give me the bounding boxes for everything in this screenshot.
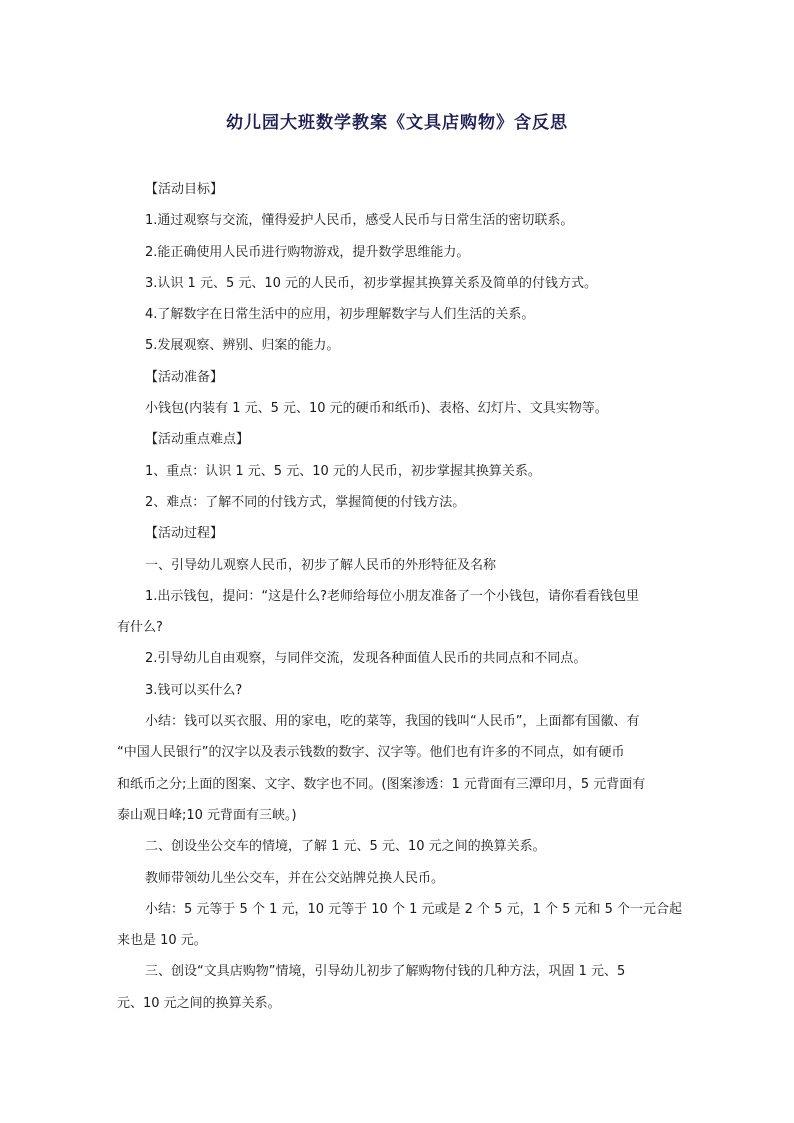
section-heading-key-points: 【活动重点难点】 [145, 432, 250, 448]
paragraph: 1、重点：认识 1 元、5 元、10 元的人民币，初步掌握其换算关系。 [145, 463, 541, 479]
paragraph: 教师带领幼儿坐公交车，并在公交站牌兑换人民币。 [145, 870, 445, 886]
paragraph-continuation: 来也是 10 元。 [117, 933, 207, 949]
paragraph: 1.出示钱包，提问：“这是什么?老师给每位小朋友准备了一个小钱包，请你看看钱包里 [145, 588, 640, 604]
section-heading-process: 【活动过程】 [145, 526, 224, 542]
paragraph: 3.钱可以买什么? [145, 682, 243, 698]
paragraph: 2、难点：了解不同的付钱方式，掌握简便的付钱方法。 [145, 494, 466, 510]
paragraph-continuation: “中国人民银行”的汉字以及表示钱数的数字、汉字等。他们也有许多的不同点，如有硬币 [117, 745, 625, 761]
section-heading-objectives: 【活动目标】 [145, 182, 224, 197]
paragraph-continuation: 有什么? [117, 620, 163, 636]
paragraph-continuation: 和纸币之分;上面的图案、文字、数字也不同。(图案渗透：1 元背面有三潭印月，5 元背面有 [117, 776, 646, 792]
paragraph: 4.了解数字在日常生活中的应用，初步理解数字与人们生活的关系。 [145, 307, 535, 323]
paragraph: 二、创设坐公交车的情境，了解 1 元、5 元、10 元之间的换算关系。 [145, 839, 546, 855]
paragraph: 小钱包(内装有 1 元、5 元、10 元的硬币和纸币)、表格、幻灯片、文具实物等。 [145, 401, 608, 417]
document-body [117, 174, 683, 1019]
paragraph-continuation: 元、10 元之间的换算关系。 [117, 995, 281, 1011]
document-title: 幼儿园大班数学教案《文具店购物》含反思 [226, 113, 568, 133]
paragraph: 三、创设“文具店购物”情境，引导幼儿初步了解购物付钱的几种方法，巩固 1 元、5 [145, 964, 626, 980]
paragraph-continuation: 泰山观日峰;10 元背面有三峡。) [117, 807, 297, 823]
paragraph: 2.引导幼儿自由观察，与同伴交流，发现各种面值人民币的共同点和不同点。 [145, 651, 587, 667]
paragraph: 3.认识 1 元、5 元、10 元的人民币，初步掌握其换算关系及简单的付钱方式。 [145, 275, 598, 291]
paragraph: 5.发展观察、辨别、归案的能力。 [145, 338, 340, 354]
paragraph: 2.能正确使用人民币进行购物游戏，提升数学思维能力。 [145, 244, 470, 260]
paragraph: 小结：5 元等于 5 个 1 元，10 元等于 10 个 1 元或是 2 个 5 元，1 个 5 元和 5 个一元合起 [145, 901, 683, 917]
paragraph: 1.通过观察与交流，懂得爱护人民币，感受人民币与日常生活的密切联系。 [145, 213, 574, 229]
section-heading-preparation: 【活动准备】 [145, 369, 224, 385]
paragraph: 一、引导幼儿观察人民币，初步了解人民币的外形特征及名称 [145, 557, 497, 573]
paragraph: 小结：钱可以买衣服、用的家电，吃的菜等，我国的钱叫“人民币”，上面都有国徽、有 [145, 714, 640, 730]
